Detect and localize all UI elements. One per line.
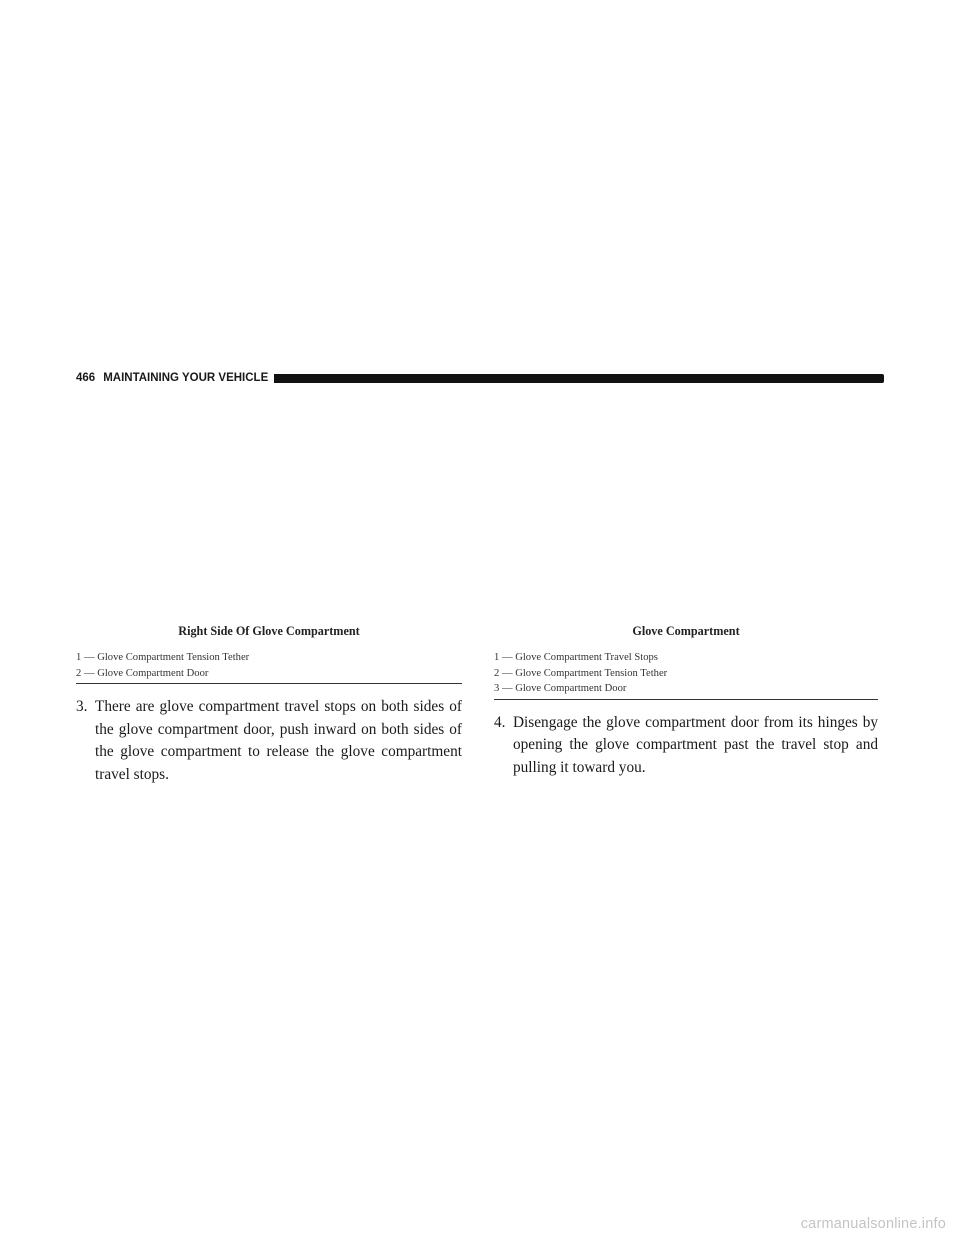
step-number: 4. bbox=[494, 713, 506, 731]
section-title: MAINTAINING YOUR VEHICLE bbox=[103, 372, 269, 384]
step-text: There are glove compartment travel stops on both sides of the glove compartment door, push inward on both sides of the glove compartment to release the glove compartment travel stops. bbox=[95, 698, 462, 783]
legend-item: 1 — Glove Compartment Travel Stops bbox=[494, 652, 658, 663]
legend-item: 2 — Glove Compartment Door bbox=[76, 667, 209, 679]
right-figure-caption: Glove Compartment bbox=[632, 624, 740, 638]
legend-divider bbox=[76, 683, 462, 684]
right-column bbox=[494, 622, 878, 794]
watermark: carmanualsonline.info bbox=[800, 1216, 946, 1232]
legend-divider bbox=[494, 699, 878, 700]
left-figure-legend bbox=[76, 650, 462, 681]
page-header bbox=[76, 370, 884, 386]
left-figure-caption: Right Side Of Glove Compartment bbox=[178, 624, 360, 638]
step-text: Disengage the glove compartment door from its hinges by opening the glove compartment past the travel stop and pulling it toward you. bbox=[513, 713, 878, 776]
step-3 bbox=[76, 696, 462, 786]
legend-item: 3 — Glove Compartment Door bbox=[494, 683, 627, 694]
header-rule bbox=[274, 374, 884, 383]
left-column bbox=[76, 622, 462, 801]
legend-item: 1 — Glove Compartment Tension Tether bbox=[76, 652, 250, 663]
step-number: 3. bbox=[76, 698, 88, 715]
legend-item: 2 — Glove Compartment Tension Tether bbox=[494, 667, 668, 679]
page-number: 466 bbox=[76, 372, 96, 384]
step-4 bbox=[494, 712, 878, 780]
right-figure-legend bbox=[494, 650, 878, 697]
